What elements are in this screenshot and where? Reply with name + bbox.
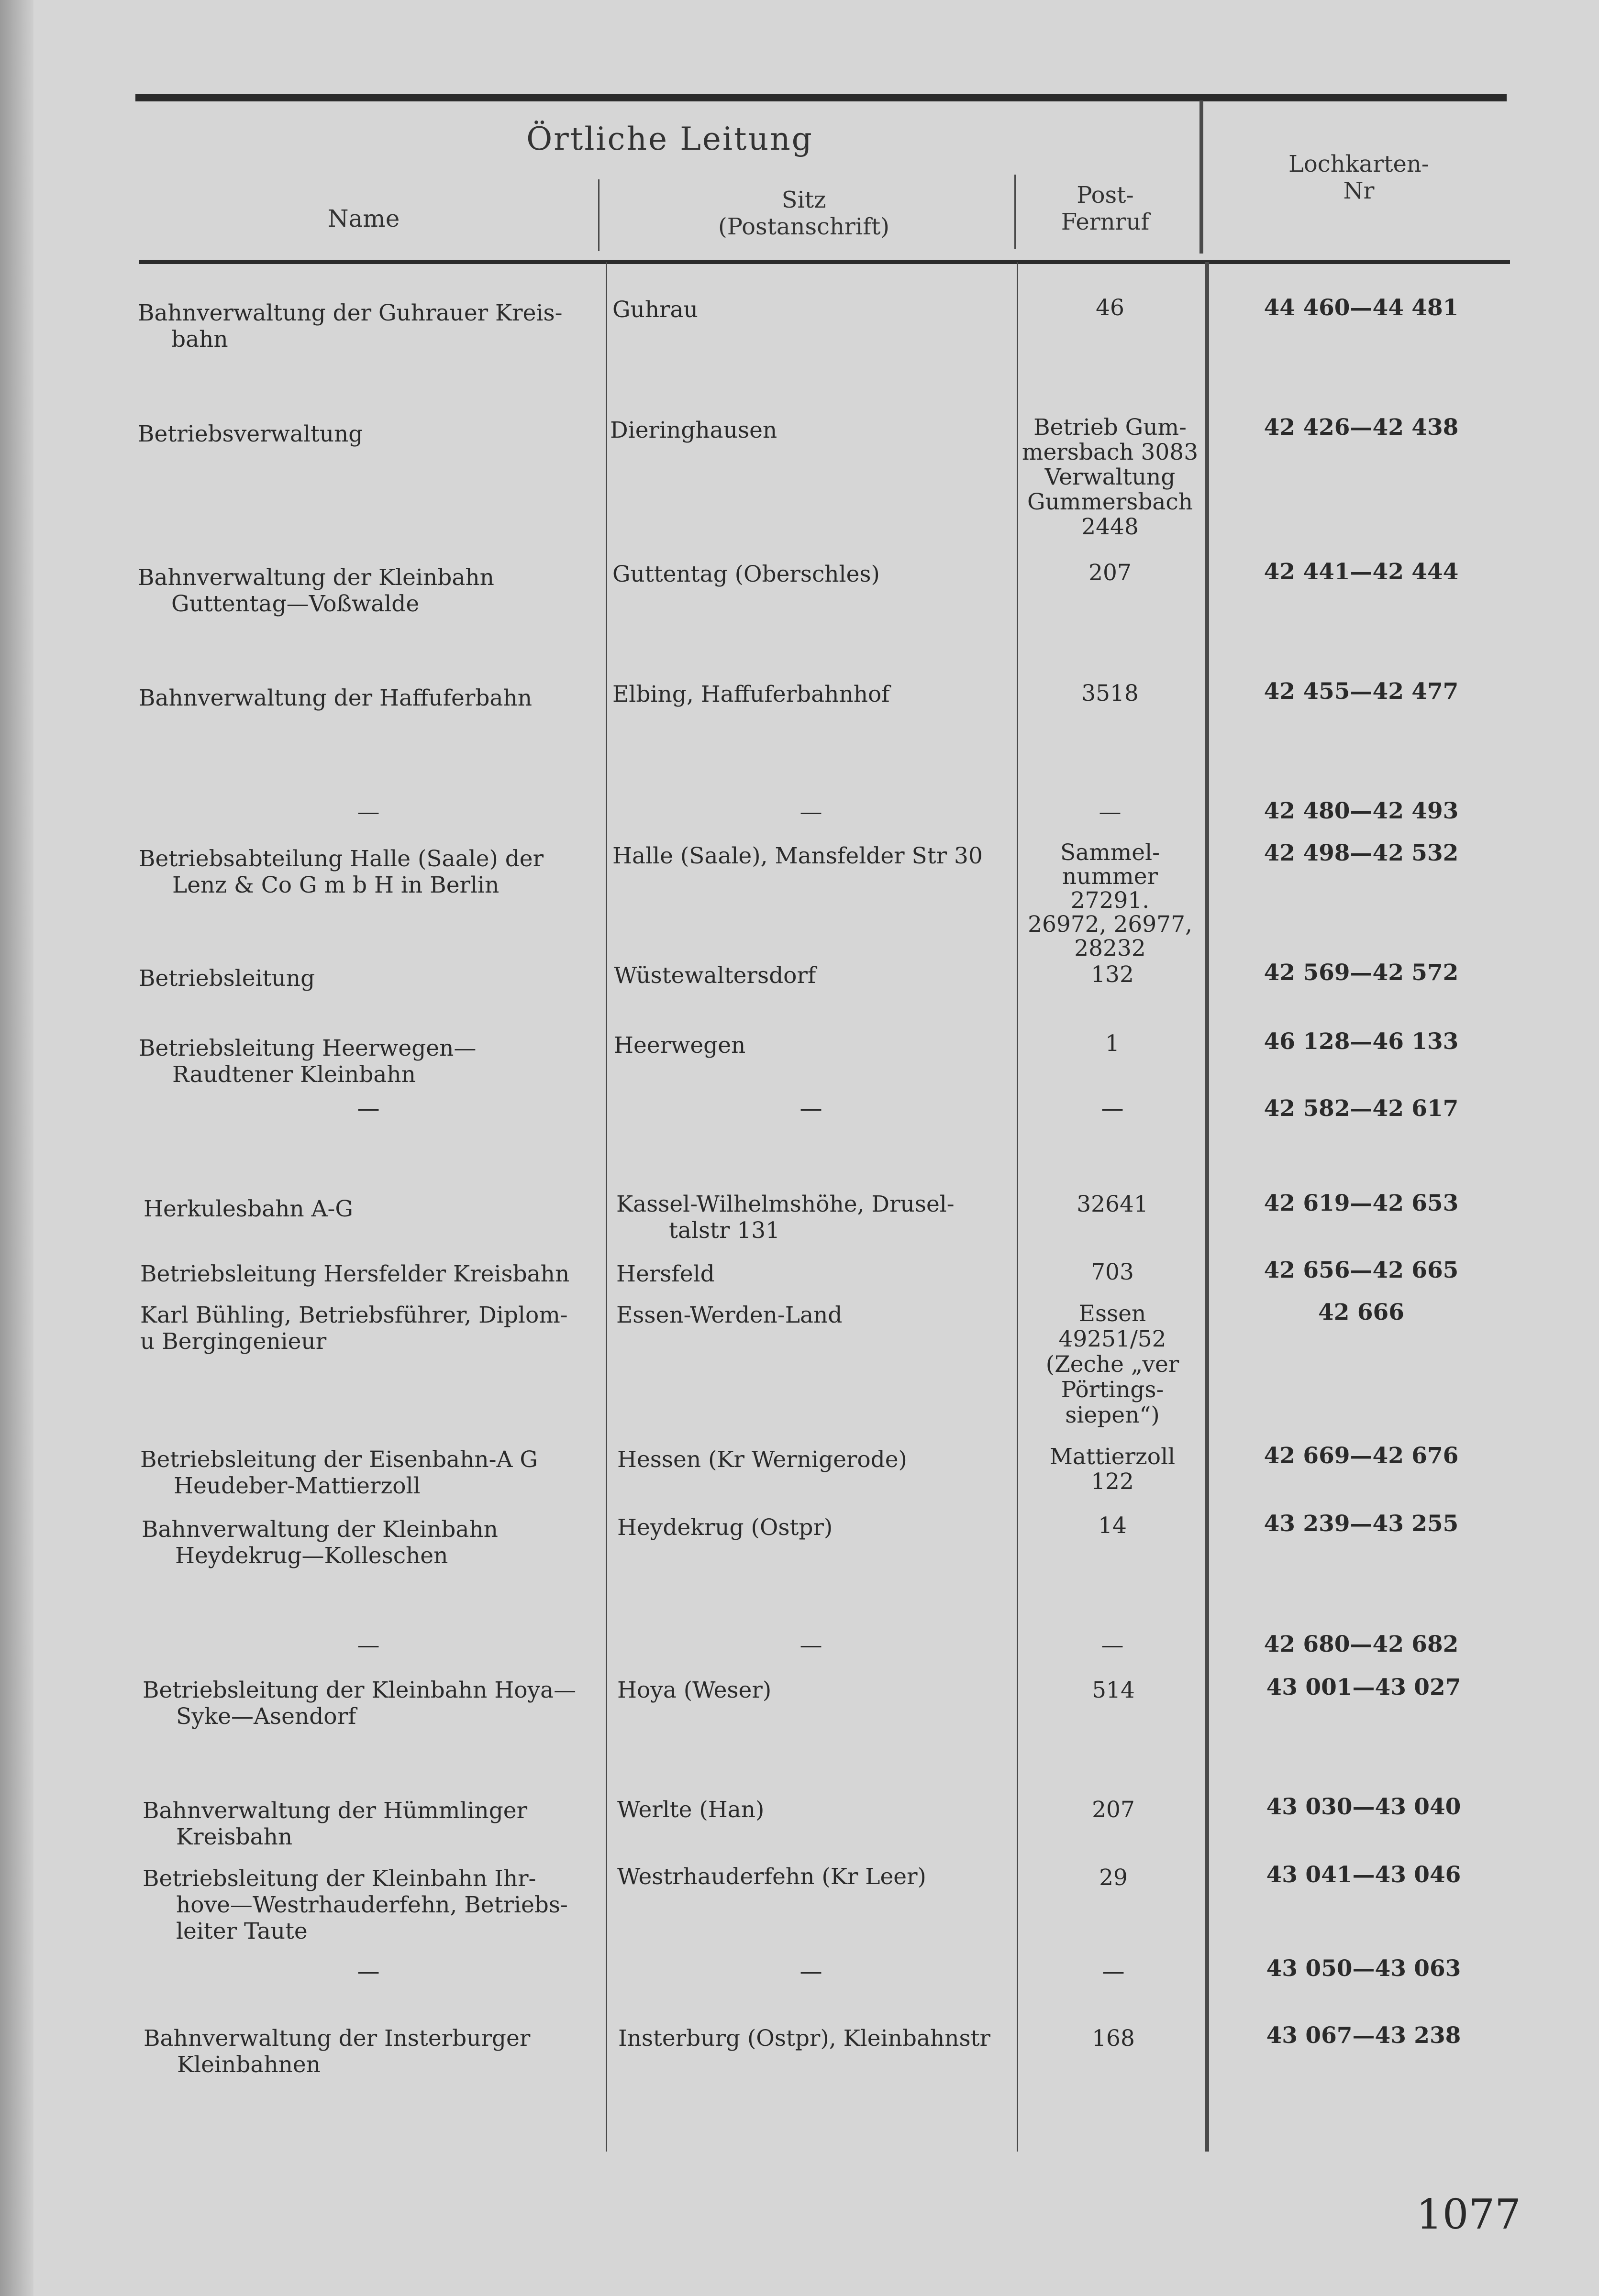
row-1-name: Betriebsverwaltung (138, 421, 363, 447)
header-lochkarten-line2: Nr (1343, 177, 1375, 204)
row-8-post: — (1101, 1095, 1124, 1122)
row-3-sitz: Elbing, Haffuferbahnhof (612, 681, 890, 707)
row-19-sitz: Insterburg (Ostpr), Kleinbahnstr (618, 2025, 991, 2052)
row-11-post: Essen 49251/52 (Zeche „ver Pörtings- siepen“) (1045, 1301, 1179, 1428)
top-rule (135, 94, 1507, 101)
row-4-sitz: — (800, 799, 822, 825)
divider-post (1017, 262, 1018, 2152)
row-5-name: Betriebsabteilung Halle (Saale) der Lenz & Co G m b H in Berlin (139, 846, 544, 898)
header-sitz (670, 187, 938, 240)
row-17-lochkarten: 43 041—43 046 (1266, 1862, 1461, 1888)
page-number: 1077 (1416, 2191, 1521, 2239)
row-1-sitz: Dieringhausen (610, 417, 777, 443)
row-7-lochkarten: 46 128—46 133 (1264, 1028, 1459, 1055)
row-9-name: Herkulesbahn A-G (144, 1196, 353, 1222)
row-4-lochkarten: 42 480—42 493 (1264, 798, 1459, 824)
header-sitz-line2: (Postanschrift) (718, 213, 889, 240)
row-10-post: 703 (1091, 1259, 1134, 1285)
header-sitz-line1: Sitz (781, 187, 826, 213)
row-7-sitz: Heerwegen (614, 1032, 746, 1059)
row-14-sitz: — (800, 1632, 822, 1658)
row-3-post: 3518 (1081, 680, 1139, 706)
row-17-post: 29 (1099, 1865, 1128, 1891)
row-11-name: Karl Bühling, Betriebsführer, Diplom- u Bergingenieur (140, 1302, 568, 1355)
row-7-post: 1 (1105, 1030, 1120, 1057)
row-16-lochkarten: 43 030—43 040 (1266, 1794, 1461, 1820)
divider-sitz (606, 262, 607, 2152)
row-11-lochkarten: 42 666 (1318, 1299, 1404, 1325)
row-16-name: Bahnverwaltung der Hümmlinger Kreisbahn (143, 1798, 528, 1850)
row-15-post: 514 (1092, 1677, 1135, 1703)
row-0-sitz: Guhrau (612, 297, 698, 323)
row-13-name: Bahnverwaltung der Kleinbahn Heydekrug—Kolleschen (142, 1516, 498, 1569)
row-14-post: — (1101, 1632, 1124, 1658)
divider-lochkarten-header (1199, 100, 1203, 254)
header-post-line2: Fernruf (1061, 209, 1150, 235)
row-14-lochkarten: 42 680—42 682 (1264, 1631, 1459, 1657)
divider-post-header (1014, 175, 1016, 249)
row-2-lochkarten: 42 441—42 444 (1264, 559, 1459, 585)
row-8-sitz: — (800, 1095, 822, 1122)
row-16-post: 207 (1092, 1797, 1135, 1823)
row-2-sitz: Guttentag (Oberschles) (612, 561, 880, 587)
row-15-name: Betriebsleitung der Kleinbahn Hoya— Syke—Asendorf (143, 1677, 577, 1730)
row-9-lochkarten: 42 619—42 653 (1264, 1190, 1459, 1216)
row-0-post: 46 (1096, 295, 1124, 321)
row-6-lochkarten: 42 569—42 572 (1264, 960, 1459, 986)
row-12-sitz: Hessen (Kr Wernigerode) (617, 1446, 907, 1473)
row-10-sitz: Hersfeld (616, 1261, 715, 1287)
header-lochkarten (1225, 151, 1493, 204)
row-13-post: 14 (1098, 1512, 1127, 1539)
header-lochkarten-line1: Lochkarten- (1288, 151, 1430, 177)
row-8-name: — (357, 1095, 380, 1122)
row-12-name: Betriebsleitung der Eisenbahn-A G Heudeber-Mattierzoll (140, 1446, 538, 1499)
header-title: Örtliche Leitung (526, 121, 813, 157)
divider-lochkarten (1205, 262, 1209, 2152)
row-17-sitz: Westrhauderfehn (Kr Leer) (617, 1864, 926, 1890)
row-5-lochkarten: 42 498—42 532 (1264, 840, 1459, 866)
row-5-post: Sammel- nummer 27291. 26972, 26977, 28232 (1028, 839, 1192, 961)
row-16-sitz: Werlte (Han) (617, 1797, 765, 1823)
row-2-post: 207 (1088, 560, 1132, 586)
row-19-post: 168 (1092, 2025, 1135, 2052)
row-12-post: Mattierzoll 122 (1049, 1444, 1176, 1495)
row-8-lochkarten: 42 582—42 617 (1264, 1095, 1459, 1122)
row-14-name: — (357, 1632, 380, 1658)
row-3-name: Bahnverwaltung der Haffuferbahn (139, 685, 532, 711)
row-1-lochkarten: 42 426—42 438 (1264, 414, 1459, 441)
row-6-sitz: Wüstewaltersdorf (614, 962, 816, 989)
row-6-post: 132 (1091, 961, 1134, 988)
row-5-sitz: Halle (Saale), Mansfelder Str 30 (612, 843, 983, 869)
row-18-lochkarten: 43 050—43 063 (1266, 1955, 1461, 1982)
header-post-line1: Post- (1077, 182, 1134, 209)
row-0-lochkarten: 44 460—44 481 (1264, 295, 1459, 321)
row-9-post: 32641 (1077, 1191, 1148, 1217)
header-name: Name (327, 205, 400, 232)
row-19-lochkarten: 43 067—43 238 (1266, 2022, 1461, 2049)
row-9-sitz: Kassel-Wilhelmshöhe, Drusel- talstr 131 (616, 1191, 955, 1244)
row-10-lochkarten: 42 656—42 665 (1264, 1257, 1459, 1283)
row-18-post: — (1102, 1958, 1125, 1985)
page-edge-shadow (0, 0, 33, 2296)
header-post (1024, 182, 1187, 235)
row-17-name: Betriebsleitung der Kleinbahn Ihr- hove—Westrhauderfehn, Betriebs- leiter Taute (143, 1866, 568, 1944)
row-18-sitz: — (800, 1958, 822, 1985)
row-0-name: Bahnverwaltung der Guhrauer Kreis- bahn (138, 300, 563, 353)
row-12-lochkarten: 42 669—42 676 (1264, 1443, 1459, 1469)
row-3-lochkarten: 42 455—42 477 (1264, 678, 1459, 705)
row-4-name: — (357, 799, 380, 825)
row-10-name: Betriebsleitung Hersfelder Kreisbahn (140, 1261, 570, 1287)
divider-sitz-header (598, 179, 600, 251)
header-rule (139, 260, 1510, 264)
row-1-post: Betrieb Gum- mersbach 3083 Verwaltung Gummersbach 2448 (1022, 414, 1199, 540)
row-13-sitz: Heydekrug (Ostpr) (617, 1514, 833, 1541)
row-11-sitz: Essen-Werden-Land (616, 1302, 843, 1328)
row-13-lochkarten: 43 239—43 255 (1264, 1511, 1459, 1537)
row-19-name: Bahnverwaltung der Insterburger Kleinbahnen (144, 2025, 531, 2078)
row-18-name: — (357, 1958, 380, 1985)
row-2-name: Bahnverwaltung der Kleinbahn Guttentag—Voßwalde (138, 564, 494, 617)
row-7-name: Betriebsleitung Heerwegen— Raudtener Kleinbahn (139, 1035, 477, 1088)
row-15-sitz: Hoya (Weser) (617, 1677, 772, 1703)
row-15-lochkarten: 43 001—43 027 (1266, 1674, 1461, 1700)
row-4-post: — (1099, 799, 1122, 825)
row-6-name: Betriebsleitung (139, 965, 315, 992)
